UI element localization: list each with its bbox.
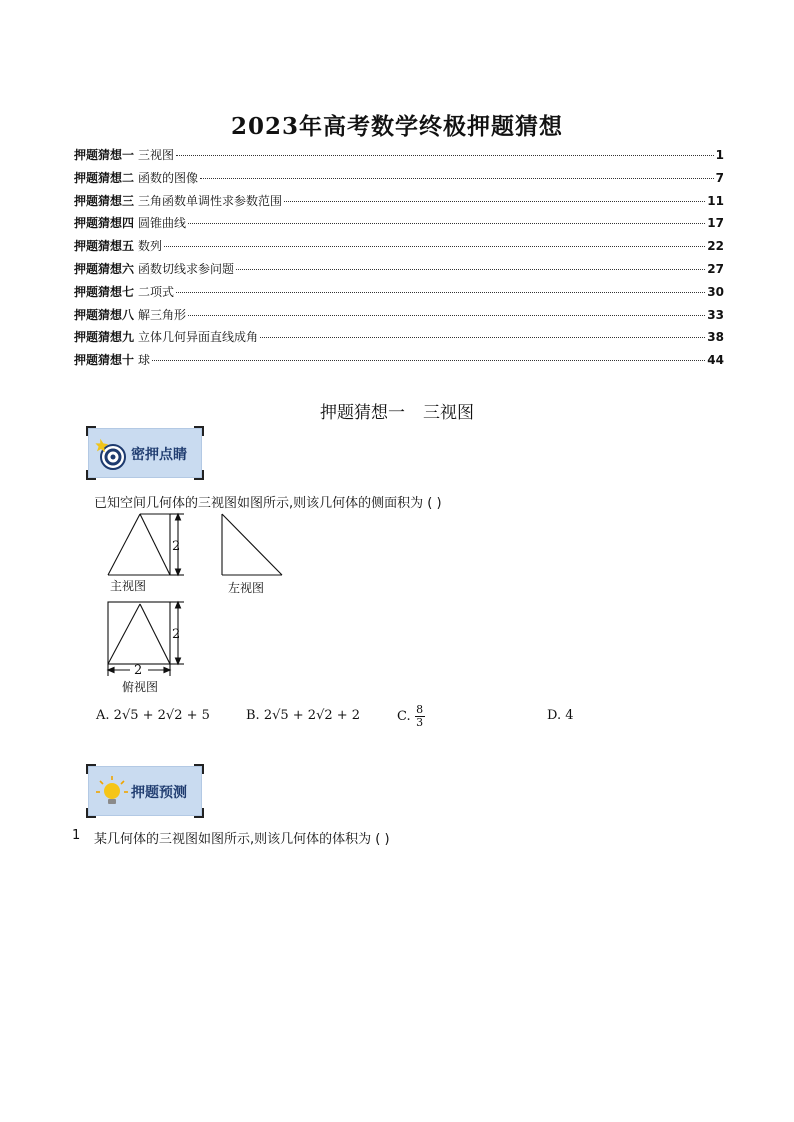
target-icon: [95, 437, 129, 471]
section-title: [0, 398, 794, 423]
toc-leader: [176, 155, 714, 156]
toc-leader: [188, 223, 705, 224]
toc-label: 押题猜想一: [74, 148, 135, 162]
toc-sub: 数列: [138, 239, 163, 254]
toc-label: 押题猜想八: [74, 307, 135, 322]
toc-sub: 球: [138, 353, 151, 368]
toc-sub: 函数切线求参问题: [138, 261, 235, 276]
toc-page: 22: [707, 239, 724, 254]
top-view-label: 俯视图: [122, 680, 159, 694]
choice-b[interactable]: [246, 708, 360, 723]
toc-label: 押题猜想四: [74, 216, 135, 231]
section-title-left: 押题猜想一: [320, 403, 405, 423]
toc-label: 押题猜想九: [74, 330, 135, 345]
toc-row[interactable]: [74, 260, 724, 283]
toc-leader: [200, 178, 714, 179]
badge-label: 押题预测: [131, 785, 187, 801]
toc-leader: [164, 246, 705, 247]
toc-sub: 三视图: [138, 148, 175, 162]
toc-row[interactable]: [74, 351, 724, 374]
fraction-numerator: 8: [416, 703, 424, 716]
fraction: [415, 704, 425, 729]
toc-label: 押题猜想三: [74, 193, 135, 208]
toc-label: 押题猜想二: [74, 170, 135, 185]
toc-page: 17: [707, 216, 724, 231]
toc-label: 押题猜想五: [74, 239, 135, 254]
toc-sub: 解三角形: [138, 307, 187, 322]
toc-row[interactable]: [74, 214, 724, 237]
toc-page: 30: [707, 284, 724, 299]
toc-label: 押题猜想十: [74, 353, 135, 368]
toc-leader: [188, 315, 705, 316]
choice-d[interactable]: [547, 708, 574, 723]
side-view-label: 左视图: [228, 581, 265, 595]
dimension-label: 2: [172, 539, 181, 554]
front-view-label: 主视图: [110, 579, 147, 593]
toc-page: 44: [707, 353, 724, 368]
section-title-right: 三视图: [423, 403, 474, 423]
fraction-denominator: 3: [416, 716, 424, 729]
choice-letter: D.: [547, 708, 562, 723]
badge-key-points: [88, 428, 202, 478]
choice-letter: B.: [246, 708, 260, 723]
side-view: [222, 514, 282, 575]
toc-row[interactable]: [74, 192, 724, 215]
toc-label: 押题猜想六: [74, 261, 135, 276]
toc-page: 38: [707, 330, 724, 345]
toc-sub: 圆锥曲线: [138, 216, 187, 231]
choice-a[interactable]: [96, 708, 210, 723]
toc-row[interactable]: [74, 283, 724, 306]
badge-label: 密押点睛: [131, 447, 187, 463]
toc-leader: [284, 201, 705, 202]
lightbulb-icon: [95, 775, 129, 809]
toc-page: 11: [707, 193, 724, 208]
toc-row[interactable]: [74, 237, 724, 260]
toc-sub: 函数的图像: [138, 170, 199, 185]
toc-page: 1: [715, 148, 724, 162]
toc-sub: 立体几何异面直线成角: [138, 330, 259, 345]
toc-row[interactable]: [74, 169, 724, 192]
toc-page: 27: [707, 261, 724, 276]
toc-row[interactable]: [74, 306, 724, 329]
toc-leader: [260, 337, 705, 338]
three-view-figure: [100, 508, 300, 698]
choice-text: 2√5 + 2√2 + 5: [113, 708, 210, 723]
choice-c[interactable]: [397, 704, 425, 729]
toc-page: 33: [707, 307, 724, 322]
choice-text: 2√5 + 2√2 + 2: [263, 708, 361, 723]
toc-row[interactable]: [74, 146, 724, 169]
question-number: 1: [72, 828, 81, 843]
table-of-contents: [74, 146, 724, 374]
dimension-label: 2: [134, 663, 143, 678]
document-title: 2023年高考数学终极押题猜想: [230, 113, 563, 140]
badge-prediction: [88, 766, 202, 816]
toc-leader: [236, 269, 705, 270]
toc-sub: 二项式: [138, 284, 175, 299]
toc-leader: [176, 292, 705, 293]
toc-row[interactable]: [74, 328, 724, 351]
answer-choices: [96, 703, 656, 734]
dimension-label: 2: [172, 627, 181, 642]
question-stem: 已知空间几何体的三视图如图所示,则该几何体的侧面积为 ( ): [94, 496, 442, 511]
choice-text: 4: [565, 708, 574, 723]
toc-sub: 三角函数单调性求参数范围: [138, 193, 283, 208]
toc-leader: [152, 360, 705, 361]
toc-page: 7: [715, 170, 724, 185]
question-stem: 某几何体的三视图如图所示,则该几何体的体积为 ( ): [94, 832, 390, 847]
toc-label: 押题猜想七: [74, 284, 135, 299]
choice-letter: C.: [397, 709, 411, 724]
choice-letter: A.: [96, 708, 110, 723]
